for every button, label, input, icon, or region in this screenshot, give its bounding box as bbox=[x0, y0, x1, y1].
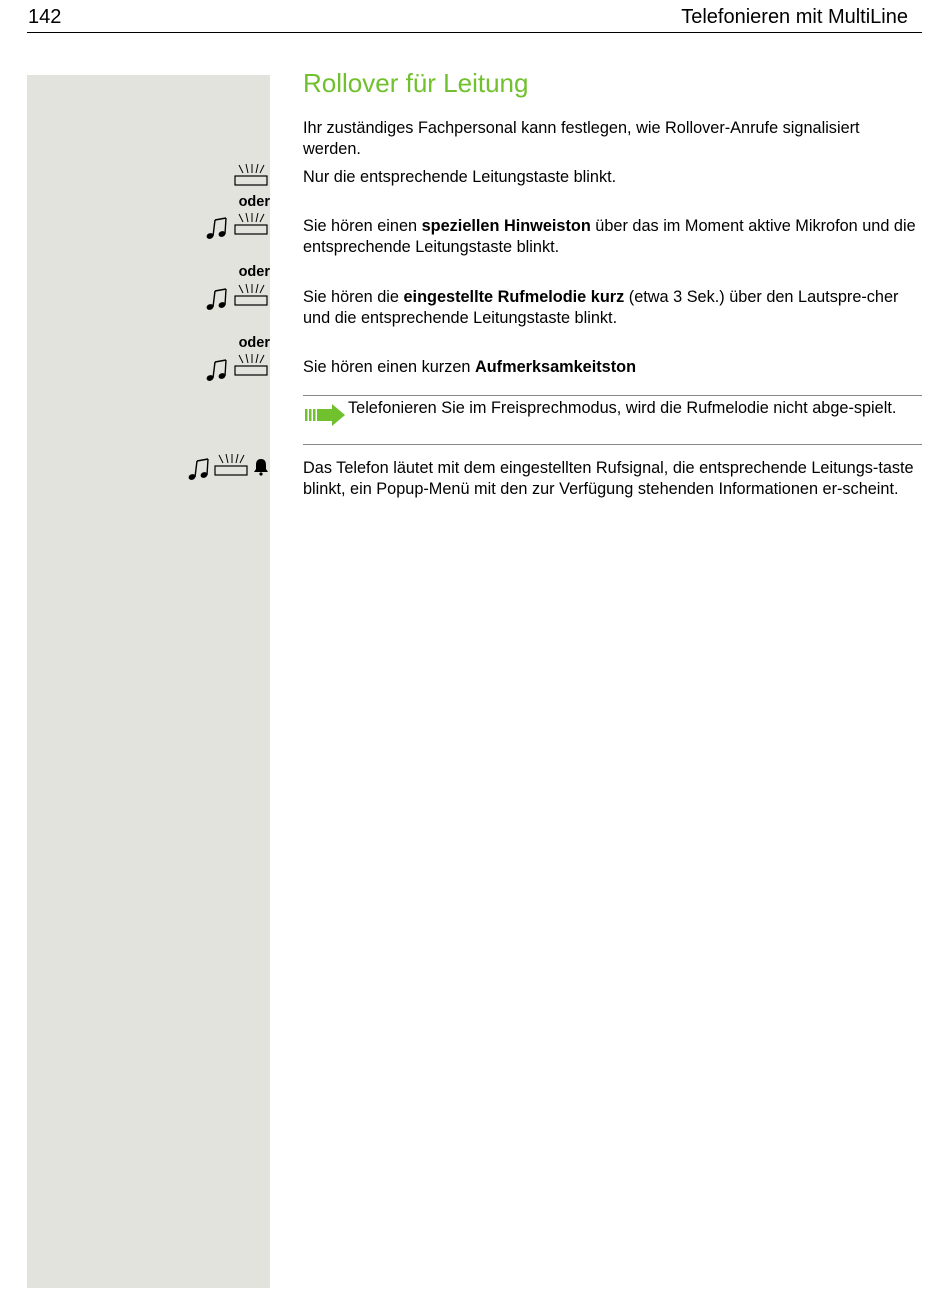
page-number: 142 bbox=[28, 6, 62, 28]
section-title: Rollover für Leitung bbox=[303, 68, 529, 98]
bell-icon bbox=[253, 458, 269, 476]
or-label: oder bbox=[238, 264, 270, 280]
music-note-icon bbox=[205, 216, 229, 242]
or-label: oder bbox=[238, 335, 270, 351]
final-paragraph: Das Telefon läutet mit dem eingestellten Rufsignal, die entsprechende Leitungs-taste blinkt, ein Popup-Menü mit den zur Verfügung stehenden Informationen er-scheint. bbox=[303, 459, 914, 498]
music-note-icon bbox=[205, 287, 229, 313]
icon-sidebar bbox=[27, 75, 270, 1288]
blinking-key-icon bbox=[233, 212, 269, 236]
note-bottom-rule bbox=[303, 444, 922, 445]
header-divider bbox=[27, 32, 922, 33]
music-note-icon bbox=[205, 358, 229, 384]
chapter-title: Telefonieren mit MultiLine bbox=[681, 6, 908, 28]
item-line-key-only: Nur die entsprechende Leitungstaste blinkt. bbox=[303, 168, 617, 186]
music-note-icon bbox=[187, 457, 211, 483]
note-top-rule bbox=[303, 395, 922, 396]
blinking-key-icon bbox=[233, 163, 269, 187]
or-label: oder bbox=[238, 194, 270, 210]
blinking-key-icon bbox=[233, 283, 269, 307]
intro-paragraph: Ihr zuständiges Fachpersonal kann festlegen, wie Rollover-Anrufe signalisiert werden. bbox=[303, 119, 860, 158]
arrow-note-icon bbox=[304, 403, 346, 427]
item-ring-melody-short: Sie hören die eingestellte Rufmelodie kurz (etwa 3 Sek.) über den Lautspre-cher und die entsprechende Leitungstaste blinkt. bbox=[303, 288, 899, 327]
blinking-key-icon bbox=[233, 353, 269, 377]
item-special-tone: Sie hören einen speziellen Hinweiston über das im Moment aktive Mikrofon und die entsprechende Leitungstaste blinkt. bbox=[303, 217, 916, 256]
note-text: Telefonieren Sie im Freisprechmodus, wird die Rufmelodie nicht abge-spielt. bbox=[348, 399, 897, 417]
blinking-key-icon bbox=[213, 453, 249, 477]
item-attention-tone: Sie hören einen kurzen Aufmerksamkeitston bbox=[303, 358, 637, 376]
